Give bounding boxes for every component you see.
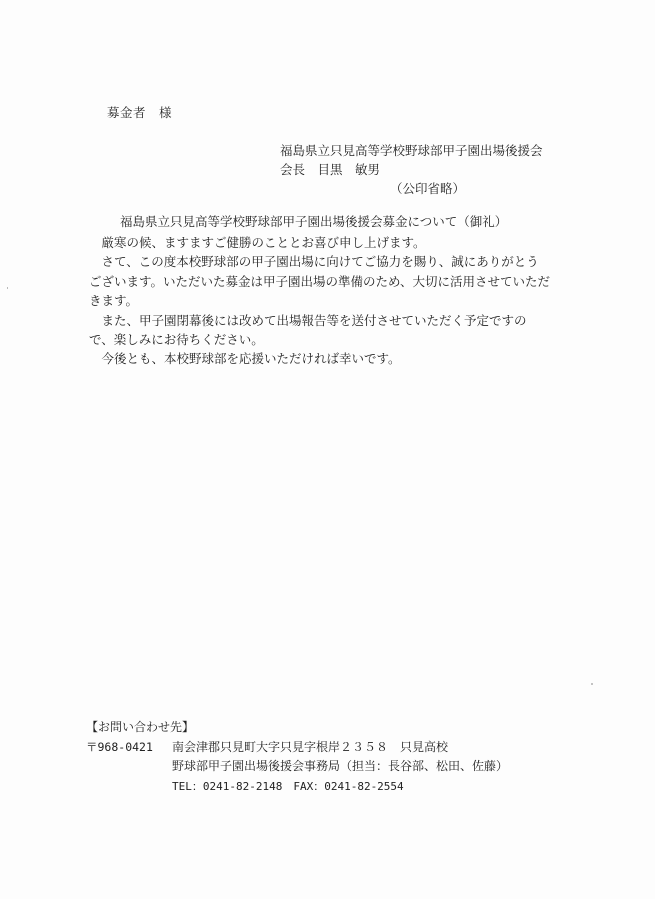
sender-block	[280, 141, 543, 198]
postal-code: 〒968-0421	[86, 739, 153, 754]
addressee: 募金者 様	[107, 105, 173, 120]
seal-note: （公印省略）	[390, 181, 466, 196]
address: 南会津郡只見町大字只見字根岸２３５８ 只見高校	[172, 739, 449, 754]
contact-heading: 【お問い合わせ先】	[86, 720, 195, 734]
body-paragraph: 厳寒の候、ますますご健勝のこととお喜び申し上げます。	[101, 235, 426, 250]
address-row	[86, 738, 508, 758]
sender-organization: 福島県立只見高等学校野球部甲子園出場後援会	[280, 143, 543, 158]
body-paragraph: 今後とも、本校野球部を応援いただければ幸いです。	[101, 351, 401, 367]
letter-body	[89, 233, 551, 369]
sender-chairman: 会長 目黒 敏男	[280, 162, 381, 177]
scan-speck	[7, 287, 8, 289]
body-paragraph: また、甲子園閉幕後には改めて出場報告等を送付させていただく予定ですので、楽しみにお待ちください。	[89, 312, 527, 348]
office-name: 野球部甲子園出場後援会事務局（担当：長谷部、松田、佐藤）	[172, 759, 509, 774]
scan-speck	[591, 683, 593, 685]
contact-block	[86, 718, 508, 796]
body-paragraph: さて、この度本校野球部の甲子園出場に向けてご協力を賜り、誠にありがとうございます。いただいた募金は甲子園出場の準備のため、大切に活用させていただきます。	[89, 254, 551, 309]
letter-subject: 福島県立只見高等学校野球部甲子園出場後援会募金について（御礼）	[120, 214, 508, 229]
phone-numbers: TEL：0241-82-2148 FAX：0241-82-2554	[172, 779, 404, 793]
